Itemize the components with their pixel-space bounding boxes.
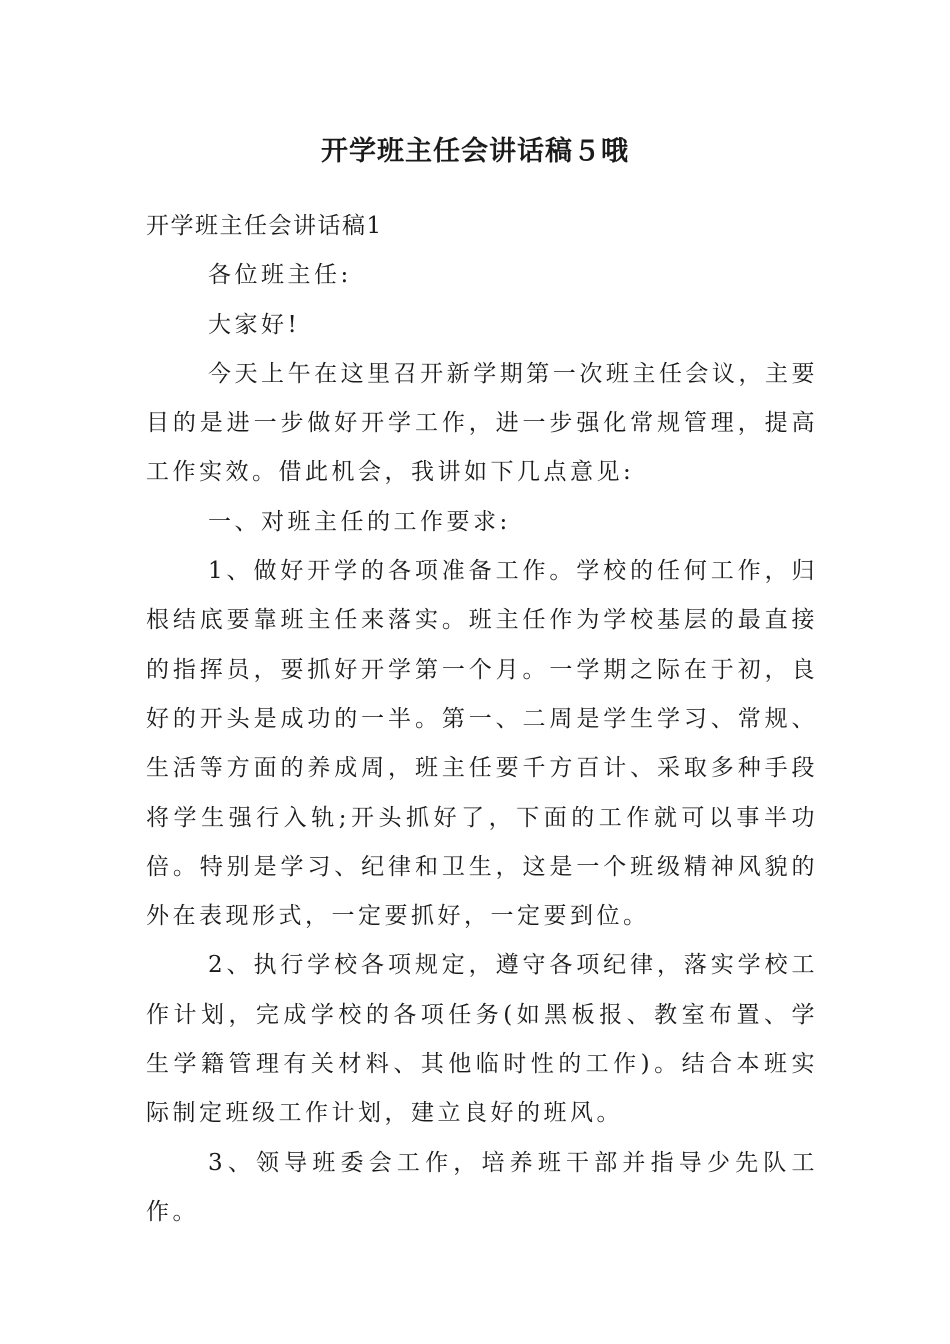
point-1-paragraph: 1、做好开学的各项准备工作。学校的任何工作，归根结底要靠班主任来落实。班主任作为学校基层的最直接的指挥员，要抓好开学第一个月。一学期之际在于初，良好的开头是成功的一半。第一、二周是学生学习、常规、生活等方面的养成周，班主任要千方百计、采取多种手段将学生强行入轨;开头抓好了，下面的工作就可以事半功倍。特别是学习、纪律和卫生，这是一个班级精神风貌的外在表现形式，一定要抓好，一定要到位。 — [146, 558, 818, 930]
section-heading: 开学班主任会讲话稿1 — [146, 213, 383, 239]
greeting: 大家好! — [208, 311, 301, 338]
point-3-paragraph: 3、领导班委会工作，培养班干部并指导少先队工作。 — [146, 1149, 818, 1225]
document-title: 开学班主任会讲话稿５哦 — [321, 136, 629, 167]
document-body — [146, 202, 818, 1237]
point-2-paragraph: 2、执行学校各项规定，遵守各项纪律，落实学校工作计划，完成学校的各项任务(如黑板报、教室布置、学生学籍管理有关材料、其他临时性的工作)。结合本班实际制定班级工作计划，建立良好的班风。 — [146, 952, 818, 1127]
salutation: 各位班主任: — [208, 262, 352, 289]
section-one-heading: 一、对班主任的工作要求: — [208, 508, 511, 535]
intro-paragraph: 今天上午在这里召开新学期第一次班主任会议，主要目的是进一步做好开学工作，进一步强化常规管理，提高工作实效。借此机会，我讲如下几点意见: — [146, 360, 818, 486]
